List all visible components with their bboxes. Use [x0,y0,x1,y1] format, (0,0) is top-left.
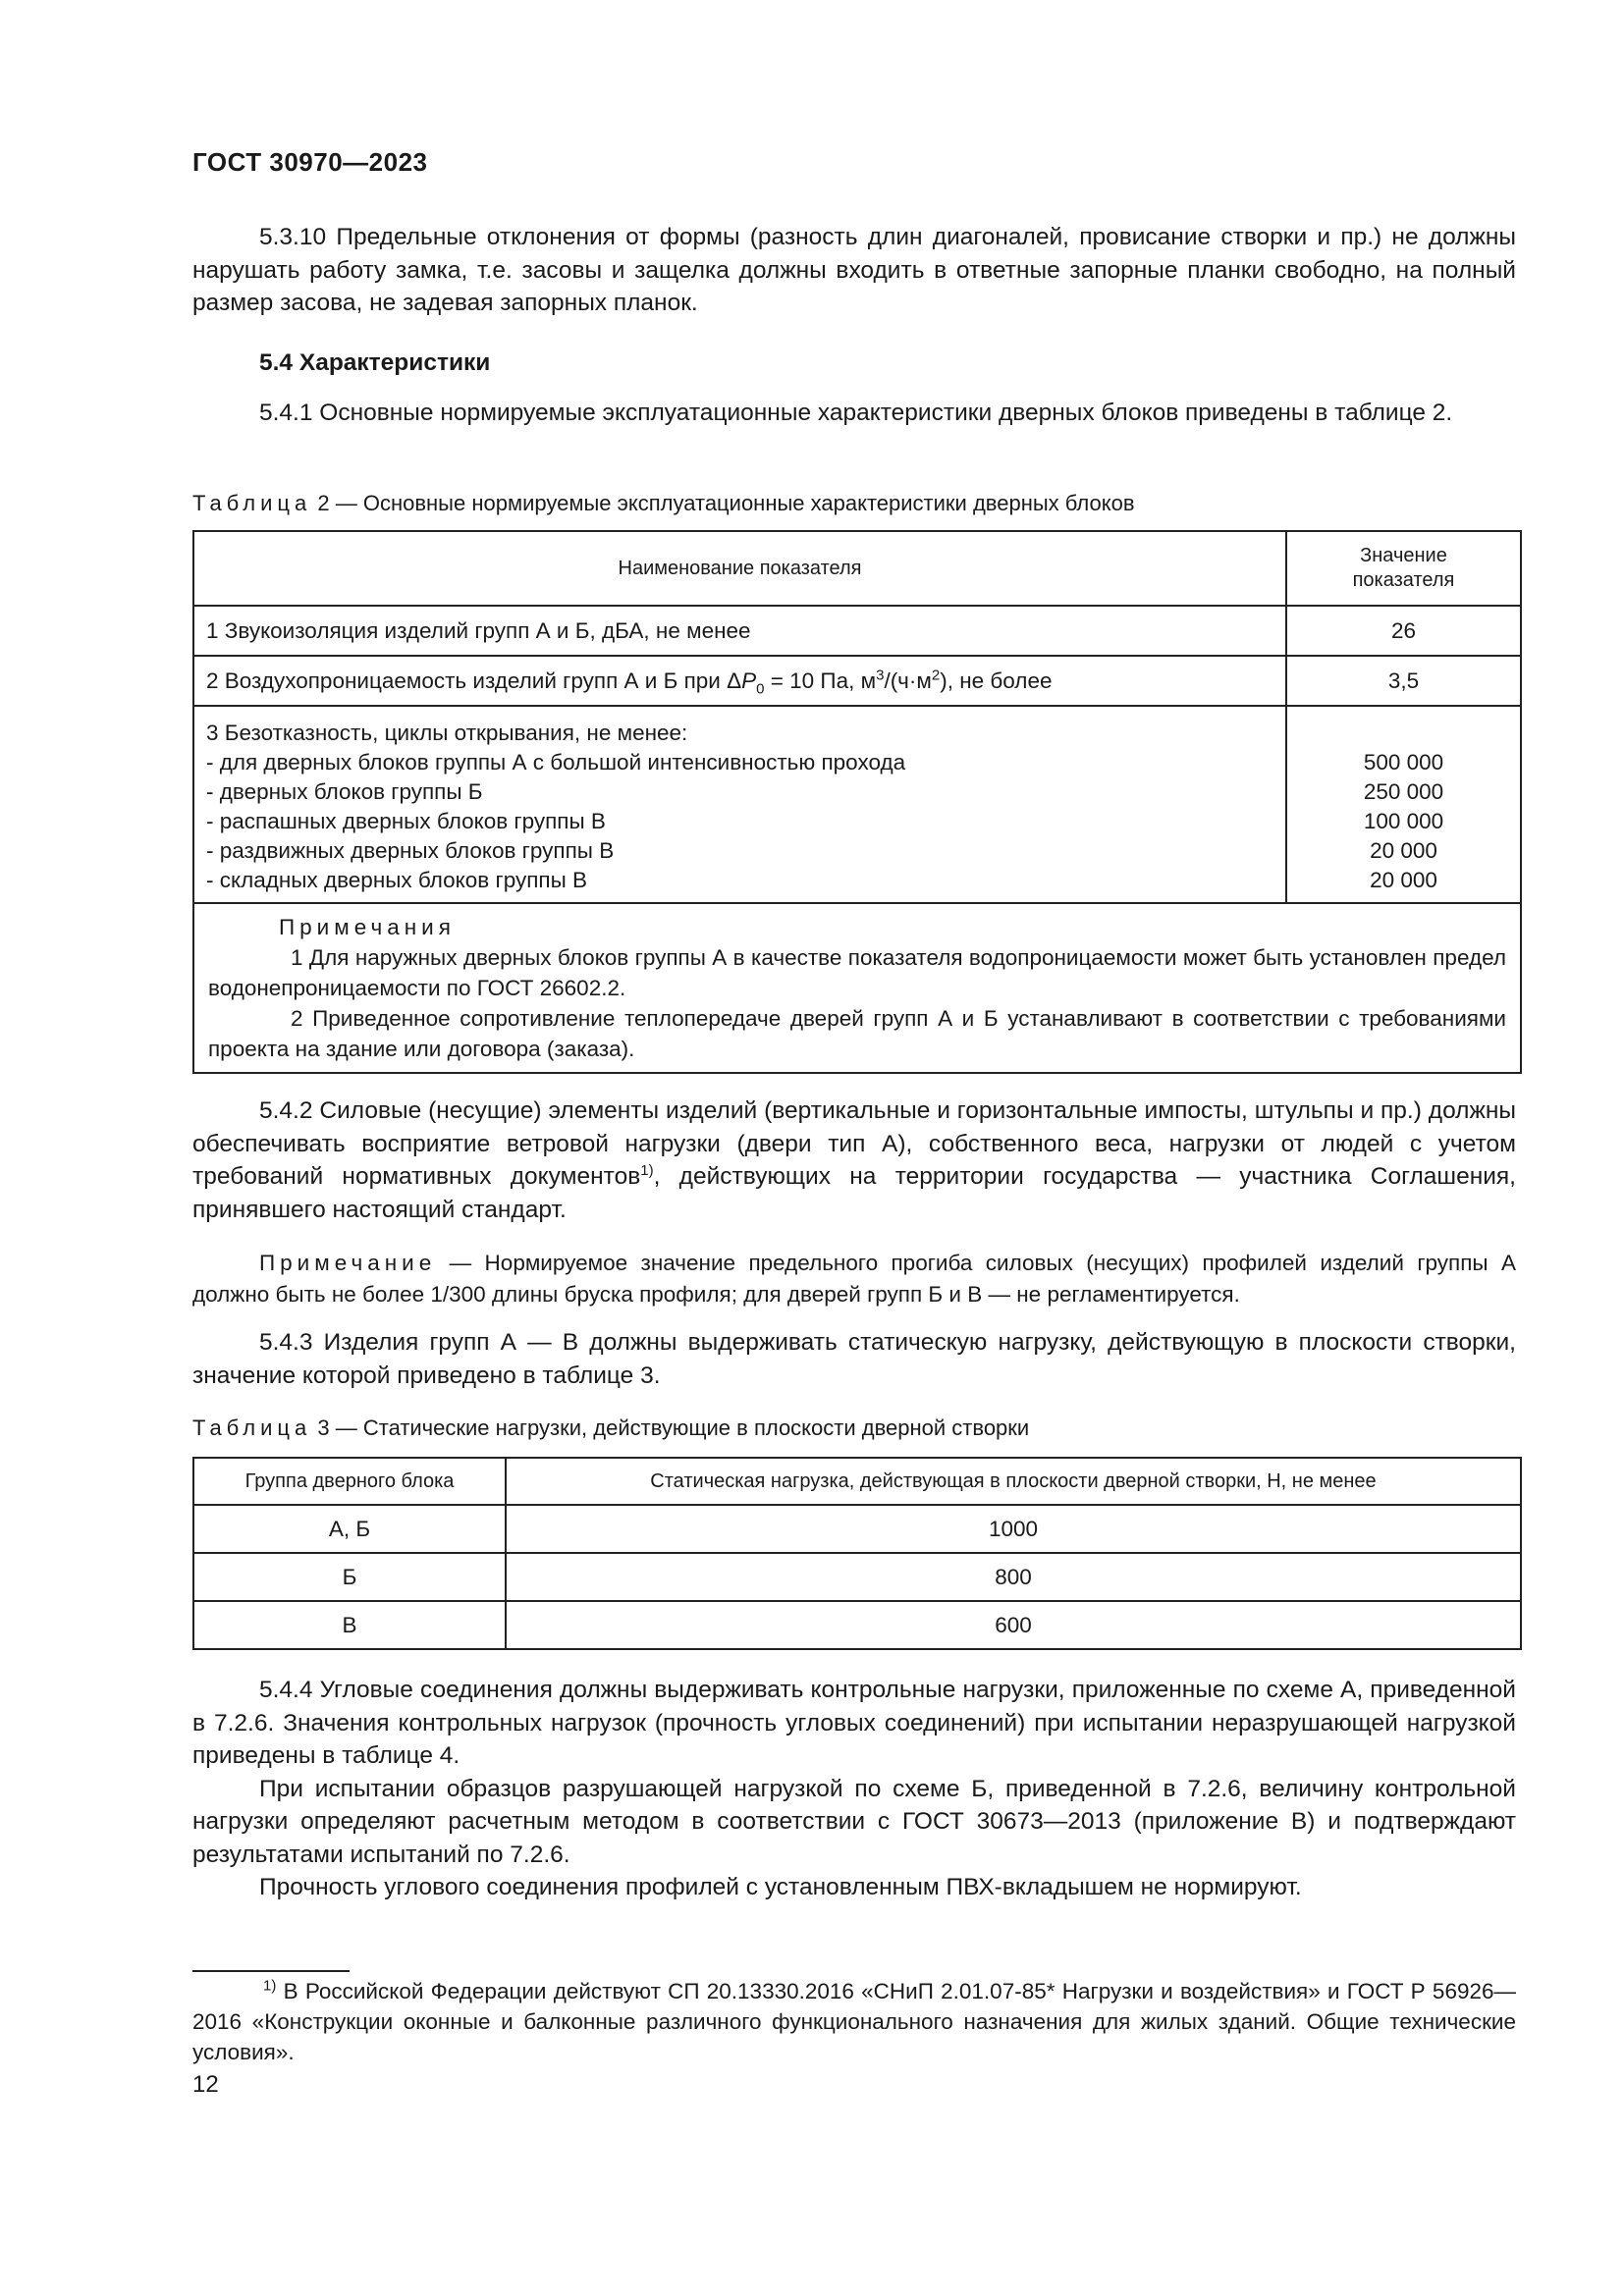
table-3-caption-text: 3 — Статические нагрузки, действующие в плоскости дверной створки [317,1415,1030,1440]
table-row [193,706,1521,903]
paragraph-5-4-1: 5.4.1 Основные нормируемые эксплуатационные характеристики дверных блоков приведены в таблице 2. [259,400,1453,426]
paragraph-5-4-4: 5.4.4 Угловые соединения должны выдерживать контрольные нагрузки, приложенные по схеме А, приведенной в 7.2.6. Значения контрольных нагрузок (прочность угловых соединений) при испытании неразрушающей нагрузкой приведены в таблице 4. [192,1677,1516,1769]
section-title-5-4: 5.4 Характеристики [259,349,491,376]
row-3-line: - дверных блоков группы Б [206,779,483,804]
table-row [193,606,1521,656]
footnote-mark: 1) [263,1977,277,1995]
footnote-paragraph [192,1976,1516,2067]
row-3-value: 20 000 [1370,838,1437,863]
row-3-value: 500 000 [1363,750,1444,774]
table-3-caption [192,1414,1029,1443]
table-2-row-1-name: 1 Звукоизоляция изделий групп А и Б, дБА, не менее [193,606,1286,656]
section-5-4-3 [192,1326,1516,1392]
paragraph-5-4-3: 5.4.3 Изделия групп А — В должны выдерживать статическую нагрузку, действующую в плоскости створки, значение которой приведено в таблице 3. [192,1329,1516,1389]
row-3-line: - раздвижных дверных блоков группы В [206,838,615,863]
row-3-line: - распашных дверных блоков группы В [206,809,606,833]
note-5-4-2 [192,1248,1516,1310]
paragraph-5-3-10: 5.3.10 Предельные отклонения от формы (разность длин диагоналей, провисание створки и пр.) не должны нарушать работу замка, т.е. засовы и защелка должны входить в ответные запорные планки свободно, на полный размер засова, не задевая запорных планок. [192,224,1516,316]
footnote [192,1976,1516,2067]
table-2-row-3-values [1286,706,1521,903]
table-2-caption-text: 2 — Основные нормируемые эксплуатационные характеристики дверных блоков [317,491,1135,515]
document-header: ГОСТ 30970—2023 [192,147,428,177]
row-2-superscript-1: 3 [876,667,885,683]
section-5-4-2 [192,1095,1516,1226]
row-3-value: 20 000 [1370,868,1437,892]
table-row [193,1505,1521,1553]
row-3-line: - складных дверных блоков группы В [206,868,588,892]
section-5-4-1 [192,397,1516,430]
table-2-caption [192,489,1135,518]
paragraph-5-4-2-part-b: , действующих на территории государства — участника Соглашения, принявшего настоящий стандарт. [192,1163,1516,1223]
note-2: 2 Приведенное сопротивление теплопередаче дверей групп А и Б устанавливают в соответствии с требованиями проекта на здание или договора (заказа). [208,1006,1506,1061]
page-number: 12 [192,2071,219,2098]
row-2-superscript-2: 2 [931,667,941,683]
table-3-col-load: Статическая нагрузка, действующая в плоскости дверной створки, Н, не менее [506,1458,1521,1505]
row-3-line: - для дверных блоков группы А с большой интенсивностью прохода [206,750,906,774]
row-2-subscript: 0 [756,680,765,697]
note-label: Примечание [259,1251,437,1275]
section-5-4 [192,347,1516,380]
note-text: — Нормируемое значение предельного прогиба силовых (несущих) профилей изделий группы А должно быть не более 1/300 длины бруска профиля; для дверей групп Б и В — не регламентируется. [192,1251,1516,1307]
footnote-separator [192,1970,350,1972]
section-5-3-10 [192,221,1516,320]
table-3-group: А, Б [193,1505,506,1553]
table-3-caption-label: Таблица [192,1415,312,1440]
table-row [193,1553,1521,1601]
footnote-text: В Российской Федерации действуют СП 20.13330.2016 «СНиП 2.01.07-85* Нагрузки и воздействия» и ГОСТ Р 56926—2016 «Конструкции оконные и балконные различного функционального назначения для жилых зданий. Общие технические условия». [192,1979,1516,2064]
table-2-col-value-line-2: показателя [1352,569,1455,591]
table-2-caption-label: Таблица [192,491,312,515]
table-2-notes-row [193,903,1521,1073]
table-2-col-value-line-1: Значение [1360,545,1447,566]
table-2-col-name: Наименование показателя [193,531,1286,606]
table-2-row-3-name [193,706,1286,903]
table-2-row-2-value: 3,5 [1286,656,1521,706]
paragraph-5-4-2 [192,1095,1516,1226]
row-3-value: 250 000 [1363,779,1444,804]
table-3-load: 600 [506,1601,1521,1649]
row-2-name-part-a: 2 Воздухопроницаемость изделий групп А и Б при Δ [206,667,742,693]
note-1: 1 Для наружных дверных блоков группы А в качестве показателя водопроницаемости может быть установлен предел водонепроницаемости по ГОСТ 26602.2. [208,945,1506,1000]
footnote-reference: 1) [640,1161,654,1179]
note-5-4-2-paragraph [192,1248,1516,1310]
section-5-4-4 [192,1674,1516,1904]
paragraph-5-4-2-part-a: 5.4.2 Силовые (несущие) элементы изделий (вертикальные и горизонтальные импосты, штульпы и пр.) должны обеспечивать восприятие ветровой нагрузки (двери тип А), собственного веса, нагрузки от людей с учетом требований нормативных документов [192,1097,1516,1190]
table-3-group: Б [193,1553,506,1601]
table-2-col-value [1286,531,1521,606]
paragraph-corner-strength: Прочность углового соединения профилей с установленным ПВХ-вкладышем не нормируют. [259,1874,1302,1900]
row-2-pressure-symbol: P [741,667,757,693]
table-3-group: В [193,1601,506,1649]
table-row [193,1601,1521,1649]
notes-title: Примечания [279,915,456,939]
row-2-name-part-b: = 10 Па, м [764,667,877,693]
table-2-notes [193,903,1521,1073]
row-2-name-part-c: /(ч·м [884,667,932,693]
row-3-value: 100 000 [1363,809,1444,833]
table-3-header-row [193,1458,1521,1505]
table-2-row-1-value: 26 [1286,606,1521,656]
table-3 [192,1457,1522,1650]
table-2 [192,530,1522,1074]
table-3-col-group: Группа дверного блока [193,1458,506,1505]
table-2-header-row [193,531,1521,606]
paragraph-destructive-test: При испытании образцов разрушающей нагрузкой по схеме Б, приведенной в 7.2.6, величину контрольной нагрузки определяют расчетным методом в соответствии с ГОСТ 30673—2013 (приложение В) и подтверждают результатами испытаний по 7.2.6. [192,1775,1516,1868]
table-row [193,656,1521,706]
table-3-load: 800 [506,1553,1521,1601]
table-3-load: 1000 [506,1505,1521,1553]
row-2-name-part-d: ), не более [940,667,1053,693]
table-2-row-2-name [193,656,1286,706]
row-3-line: 3 Безотказность, циклы открывания, не менее: [206,721,688,745]
row-3-value-blank [1299,719,1508,748]
